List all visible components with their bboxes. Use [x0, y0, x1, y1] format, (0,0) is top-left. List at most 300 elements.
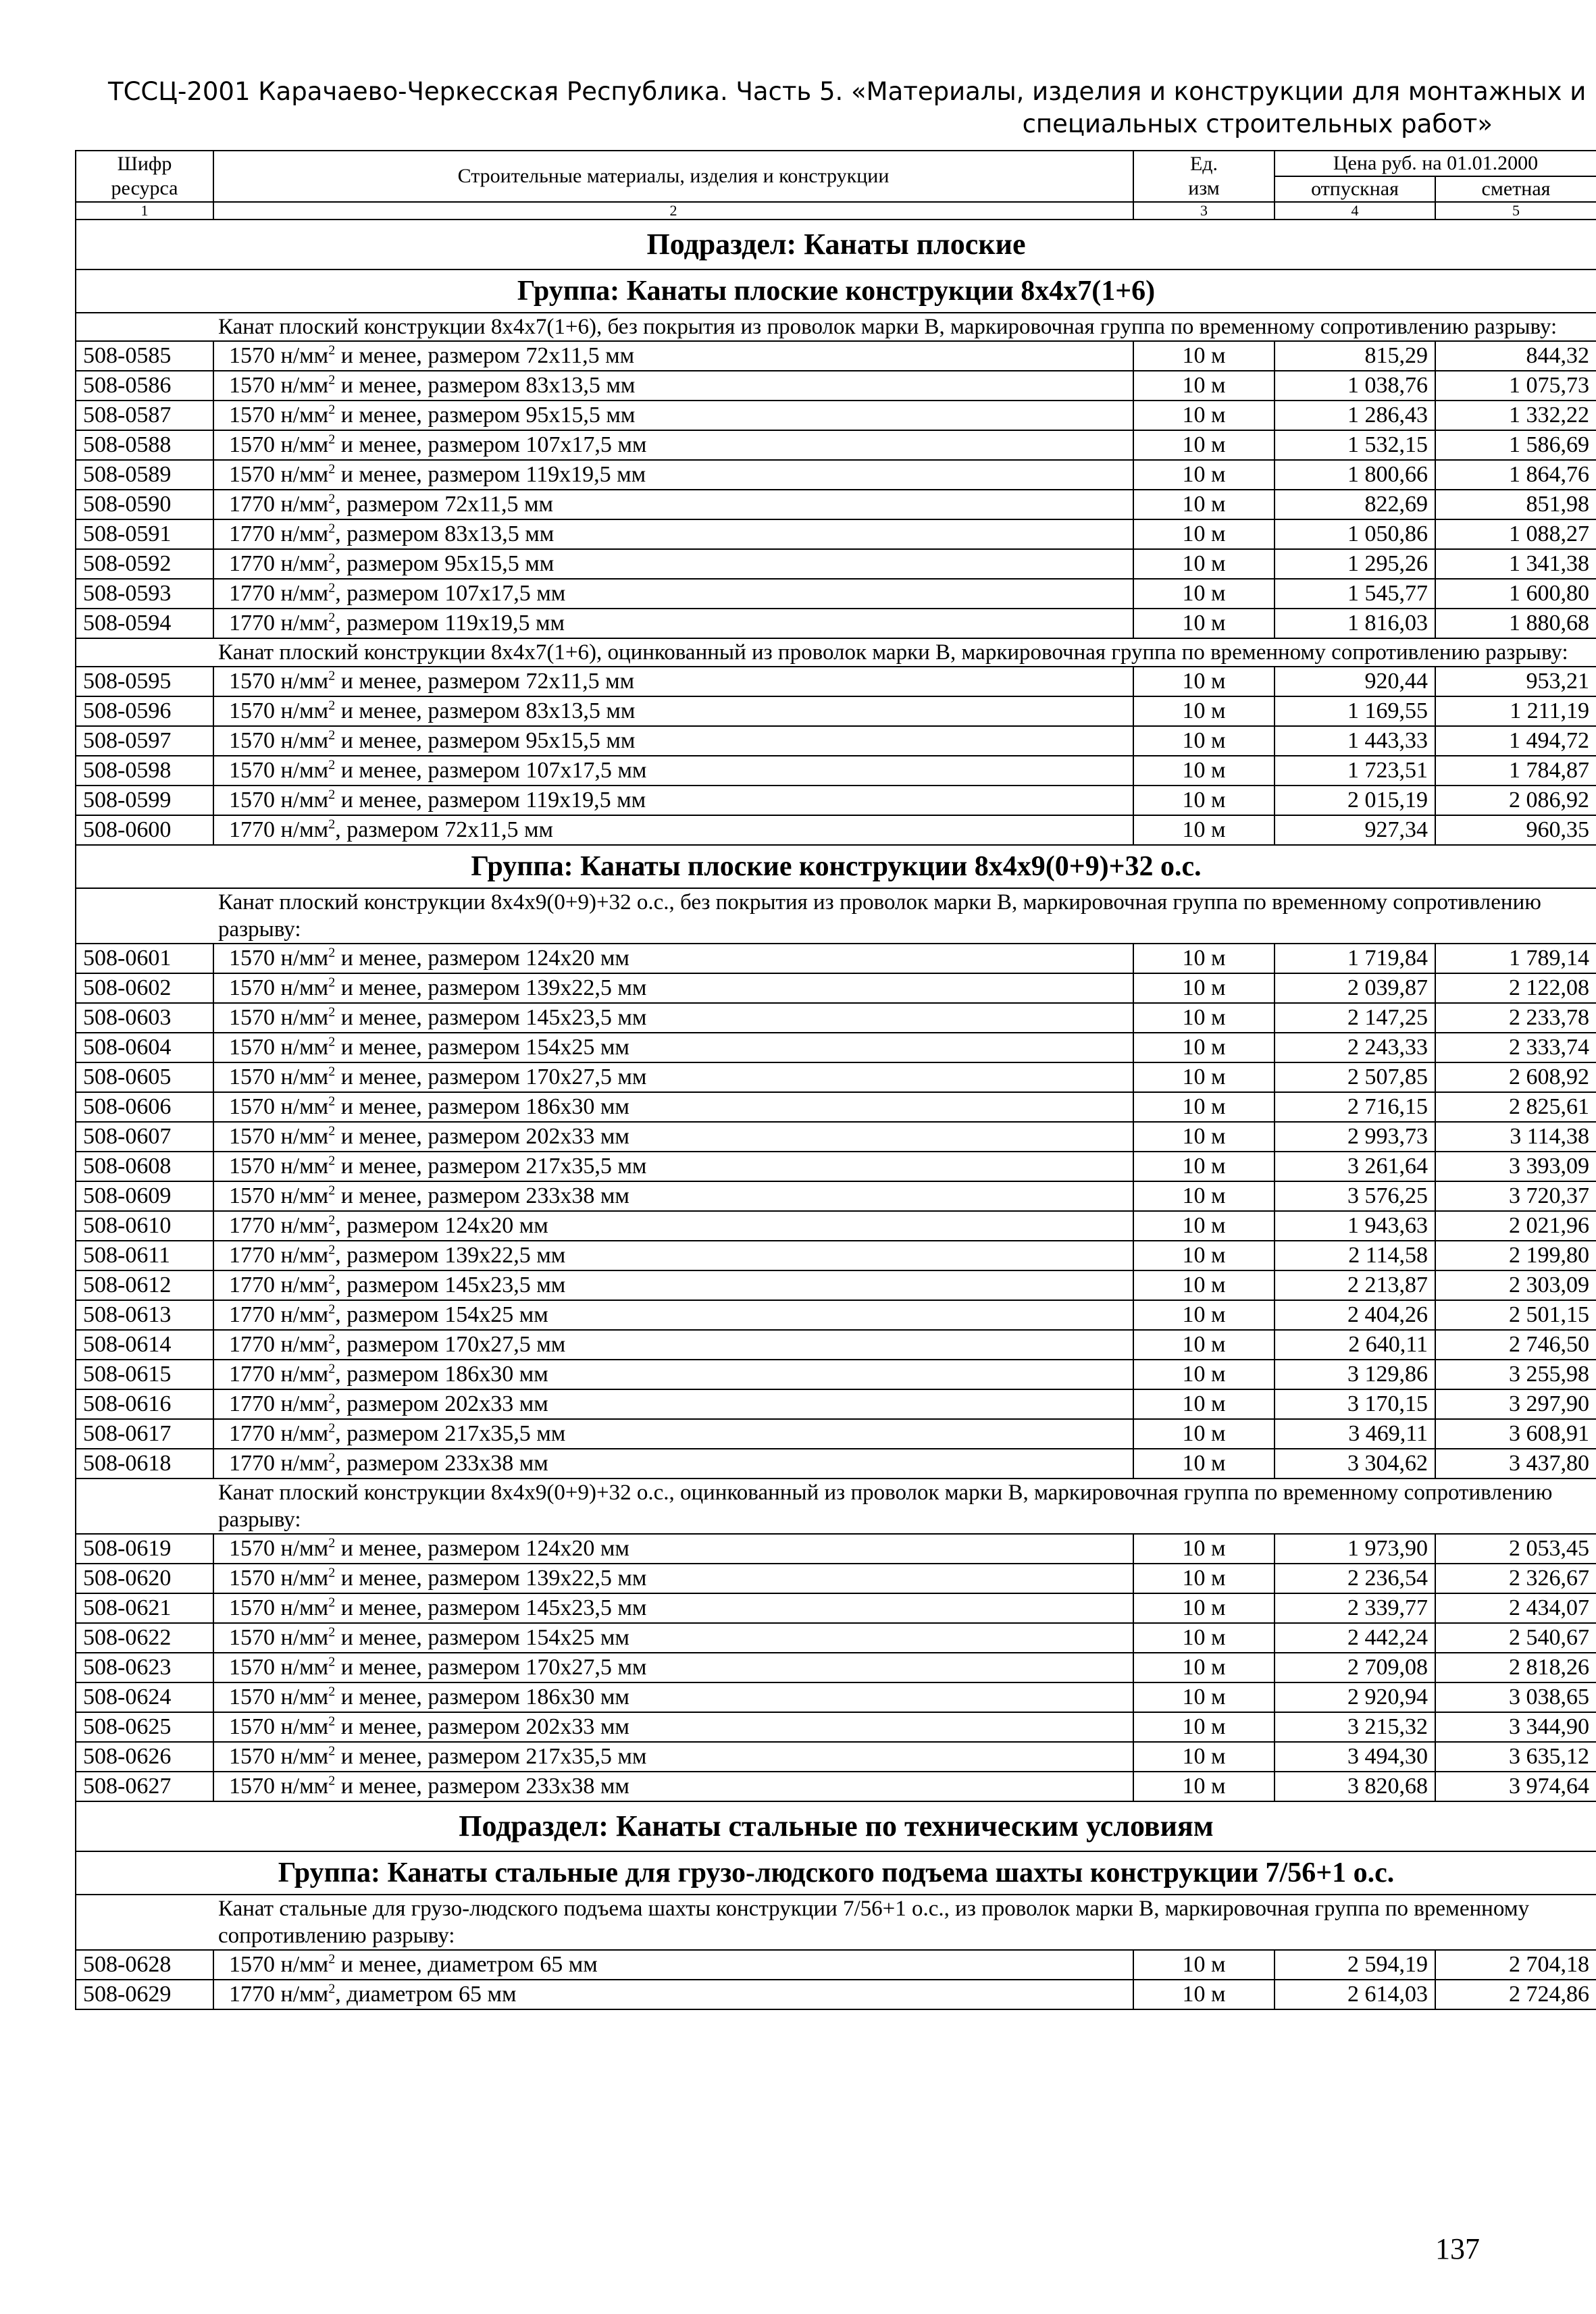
material-name — [213, 579, 1133, 609]
strength-value: 1770 н/мм — [229, 581, 329, 606]
release-price: 920,44 — [1275, 667, 1435, 696]
release-price: 1 719,84 — [1275, 944, 1435, 973]
size-description: и менее, размером 139х22,5 мм — [335, 975, 647, 1000]
resource-code: 508-0589 — [76, 460, 213, 490]
size-description: и менее, размером 83х13,5 мм — [335, 698, 636, 723]
estimate-price: 2 608,92 — [1435, 1062, 1596, 1092]
resource-code: 508-0612 — [76, 1270, 213, 1300]
estimate-price: 2 434,07 — [1435, 1593, 1596, 1623]
estimate-price: 2 746,50 — [1435, 1330, 1596, 1360]
material-name — [213, 1092, 1133, 1122]
unit-exponent: 2 — [328, 1951, 336, 1967]
strength-value: 1770 н/мм — [229, 611, 329, 636]
unit-of-measure: 10 м — [1133, 944, 1275, 973]
unit-of-measure: 10 м — [1133, 1419, 1275, 1449]
material-name — [213, 944, 1133, 973]
size-description: и менее, размером 233х38 мм — [335, 1183, 629, 1208]
size-description: , размером 107х17,5 мм — [335, 581, 566, 606]
unit-exponent: 2 — [328, 1981, 336, 1997]
strength-value: 1570 н/мм — [229, 698, 329, 723]
unit-exponent: 2 — [328, 580, 336, 596]
release-price: 2 614,03 — [1275, 1980, 1435, 2009]
estimate-price: 960,35 — [1435, 815, 1596, 845]
estimate-price: 851,98 — [1435, 490, 1596, 519]
unit-of-measure: 10 м — [1133, 1449, 1275, 1479]
estimate-price: 1 494,72 — [1435, 726, 1596, 756]
unit-exponent: 2 — [328, 1450, 336, 1466]
estimate-price: 1 600,80 — [1435, 579, 1596, 609]
estimate-price: 2 818,26 — [1435, 1653, 1596, 1682]
unit-exponent: 2 — [328, 1302, 336, 1317]
table-header — [76, 151, 1596, 220]
table-body — [76, 220, 1596, 2009]
unit-of-measure: 10 м — [1133, 490, 1275, 519]
unit-of-measure: 10 м — [1133, 1623, 1275, 1653]
estimate-price: 2 724,86 — [1435, 1980, 1596, 2009]
strength-value: 1570 н/мм — [229, 1124, 329, 1149]
release-price: 3 304,62 — [1275, 1449, 1435, 1479]
unit-of-measure: 10 м — [1133, 1653, 1275, 1682]
table-row — [76, 726, 1596, 756]
material-name — [213, 1300, 1133, 1330]
material-name — [213, 1330, 1133, 1360]
group-description: Канат плоский конструкции 8х4х7(1+6), без покрытия из проволок марки В, маркировочная группа по временному сопротивлению разрыву: — [76, 313, 1596, 341]
strength-value: 1570 н/мм — [229, 669, 329, 694]
size-description: и менее, размером 95х15,5 мм — [335, 403, 636, 428]
estimate-price: 1 211,19 — [1435, 696, 1596, 726]
page-number: 137 — [1435, 2232, 1480, 2265]
material-name — [213, 1152, 1133, 1181]
table-row — [76, 973, 1596, 1003]
resource-code: 508-0611 — [76, 1241, 213, 1270]
resource-code: 508-0608 — [76, 1152, 213, 1181]
material-name — [213, 549, 1133, 579]
unit-exponent: 2 — [328, 668, 336, 684]
release-price: 2 716,15 — [1275, 1092, 1435, 1122]
estimate-price: 2 021,96 — [1435, 1211, 1596, 1241]
strength-value: 1570 н/мм — [229, 1183, 329, 1208]
estimate-price: 1 880,68 — [1435, 609, 1596, 638]
release-price: 2 339,77 — [1275, 1593, 1435, 1623]
unit-exponent: 2 — [328, 1331, 336, 1347]
size-description: , размером 233х38 мм — [335, 1451, 548, 1476]
material-name — [213, 1360, 1133, 1389]
material-name — [213, 1653, 1133, 1682]
estimate-price: 1 586,69 — [1435, 430, 1596, 460]
resource-code: 508-0607 — [76, 1122, 213, 1152]
material-name — [213, 1270, 1133, 1300]
table-row — [76, 1152, 1596, 1181]
resource-code: 508-0627 — [76, 1772, 213, 1801]
col-number-5: 5 — [1435, 202, 1596, 220]
unit-of-measure: 10 м — [1133, 549, 1275, 579]
strength-value: 1570 н/мм — [229, 1744, 329, 1769]
resource-code: 508-0595 — [76, 667, 213, 696]
resource-code: 508-0606 — [76, 1092, 213, 1122]
unit-of-measure: 10 м — [1133, 1211, 1275, 1241]
strength-value: 1770 н/мм — [229, 1213, 329, 1238]
size-description: , размером 119х19,5 мм — [335, 611, 565, 636]
resource-code: 508-0599 — [76, 786, 213, 815]
strength-value: 1770 н/мм — [229, 1362, 329, 1387]
resource-code: 508-0593 — [76, 579, 213, 609]
unit-of-measure: 10 м — [1133, 1682, 1275, 1712]
strength-value: 1770 н/мм — [229, 521, 329, 546]
group-description: Канат плоский конструкции 8х4х9(0+9)+32 о.с., без покрытия из проволок марки В, маркировочная группа по временному сопротивлению разрыву: — [76, 888, 1596, 944]
material-name — [213, 696, 1133, 726]
unit-of-measure: 10 м — [1133, 1772, 1275, 1801]
release-price: 927,34 — [1275, 815, 1435, 845]
material-name — [213, 1950, 1133, 1980]
estimate-price: 3 437,80 — [1435, 1449, 1596, 1479]
strength-value: 1570 н/мм — [229, 975, 329, 1000]
size-description: и менее, размером 83х13,5 мм — [335, 373, 636, 398]
table-row — [76, 1564, 1596, 1593]
resource-code: 508-0604 — [76, 1033, 213, 1062]
unit-exponent: 2 — [328, 1064, 336, 1079]
resource-code: 508-0597 — [76, 726, 213, 756]
unit-exponent: 2 — [328, 521, 336, 536]
table-row — [76, 1062, 1596, 1092]
resource-code: 508-0600 — [76, 815, 213, 845]
subsection-title: Подраздел: Канаты стальные по техническим условиям — [76, 1801, 1596, 1851]
col-header-unit: Ед. изм — [1133, 151, 1275, 202]
group-description: Канат стальные для грузо-людского подъема шахты конструкции 7/56+1 о.с., из проволок марки В, маркировочная группа по временному сопротивлению разрыву: — [76, 1895, 1596, 1950]
release-price: 2 920,94 — [1275, 1682, 1435, 1712]
strength-value: 1570 н/мм — [229, 1714, 329, 1739]
strength-value: 1570 н/мм — [229, 788, 329, 813]
material-name — [213, 1742, 1133, 1772]
group-row — [76, 845, 1596, 888]
unit-of-measure: 10 м — [1133, 609, 1275, 638]
table-row — [76, 1623, 1596, 1653]
strength-value: 1570 н/мм — [229, 403, 329, 428]
unit-of-measure: 10 м — [1133, 1742, 1275, 1772]
resource-code: 508-0610 — [76, 1211, 213, 1241]
size-description: и менее, размером 202х33 мм — [335, 1714, 629, 1739]
material-name — [213, 1033, 1133, 1062]
size-description: и менее, размером 170х27,5 мм — [335, 1064, 647, 1089]
resource-code: 508-0629 — [76, 1980, 213, 2009]
material-name — [213, 1003, 1133, 1033]
material-name — [213, 609, 1133, 638]
release-price: 1 545,77 — [1275, 579, 1435, 609]
size-description: и менее, размером 170х27,5 мм — [335, 1655, 647, 1680]
material-name — [213, 1980, 1133, 2009]
size-description: и менее, размером 233х38 мм — [335, 1774, 629, 1799]
strength-value: 1570 н/мм — [229, 1655, 329, 1680]
col-number-2: 2 — [213, 202, 1133, 220]
unit-of-measure: 10 м — [1133, 341, 1275, 371]
size-description: , размером 170х27,5 мм — [335, 1332, 566, 1357]
unit-of-measure: 10 м — [1133, 371, 1275, 401]
description-row — [76, 313, 1596, 341]
unit-exponent: 2 — [328, 1391, 336, 1406]
resource-code: 508-0617 — [76, 1419, 213, 1449]
estimate-price: 1 784,87 — [1435, 756, 1596, 786]
table-row — [76, 1092, 1596, 1122]
unit-exponent: 2 — [328, 727, 336, 743]
table-row — [76, 1211, 1596, 1241]
unit-exponent: 2 — [328, 1242, 336, 1258]
unit-exponent: 2 — [328, 1183, 336, 1198]
release-price: 1 295,26 — [1275, 549, 1435, 579]
material-name — [213, 1564, 1133, 1593]
unit-exponent: 2 — [328, 1684, 336, 1699]
table-row — [76, 519, 1596, 549]
unit-exponent: 2 — [328, 1420, 336, 1436]
size-description: и менее, размером 95х15,5 мм — [335, 728, 636, 753]
release-price: 2 114,58 — [1275, 1241, 1435, 1270]
release-price: 2 015,19 — [1275, 786, 1435, 815]
size-description: и менее, диаметром 65 мм — [335, 1952, 598, 1977]
unit-of-measure: 10 м — [1133, 1712, 1275, 1742]
description-row — [76, 1479, 1596, 1534]
price-table — [75, 150, 1596, 2010]
unit-of-measure: 10 м — [1133, 973, 1275, 1003]
group-row — [76, 1851, 1596, 1895]
material-name — [213, 341, 1133, 371]
estimate-price: 1 789,14 — [1435, 944, 1596, 973]
estimate-price: 2 704,18 — [1435, 1950, 1596, 1980]
strength-value: 1770 н/мм — [229, 1272, 329, 1297]
unit-of-measure: 10 м — [1133, 1330, 1275, 1360]
estimate-price: 3 393,09 — [1435, 1152, 1596, 1181]
size-description: и менее, размером 124х20 мм — [335, 1536, 629, 1561]
size-description: и менее, размером 119х19,5 мм — [335, 462, 646, 487]
size-description: и менее, размером 202х33 мм — [335, 1124, 629, 1149]
strength-value: 1770 н/мм — [229, 1332, 329, 1357]
unit-of-measure: 10 м — [1133, 1003, 1275, 1033]
unit-of-measure: 10 м — [1133, 579, 1275, 609]
group-title: Группа: Канаты плоские конструкции 8х4х7(1+6) — [76, 269, 1596, 313]
release-price: 1 286,43 — [1275, 401, 1435, 430]
unit-exponent: 2 — [328, 1773, 336, 1789]
col-number-3: 3 — [1133, 202, 1275, 220]
table-row — [76, 756, 1596, 786]
group-title: Группа: Канаты стальные для грузо-людского подъема шахты конструкции 7/56+1 о.с. — [76, 1851, 1596, 1895]
estimate-price: 1 341,38 — [1435, 549, 1596, 579]
col-header-price: Цена руб. на 01.01.2000 — [1275, 151, 1596, 176]
table-row — [76, 696, 1596, 726]
resource-code: 508-0616 — [76, 1389, 213, 1419]
table-row — [76, 1742, 1596, 1772]
size-description: , размером 72х11,5 мм — [335, 817, 553, 842]
unit-exponent: 2 — [328, 1123, 336, 1139]
resource-code: 508-0614 — [76, 1330, 213, 1360]
unit-exponent: 2 — [328, 1595, 336, 1610]
unit-of-measure: 10 м — [1133, 726, 1275, 756]
unit-exponent: 2 — [328, 1654, 336, 1670]
material-name — [213, 1241, 1133, 1270]
material-name — [213, 726, 1133, 756]
release-price: 3 215,32 — [1275, 1712, 1435, 1742]
estimate-price: 1 332,22 — [1435, 401, 1596, 430]
group-title: Группа: Канаты плоские конструкции 8х4х9(0+9)+32 о.с. — [76, 845, 1596, 888]
table-row — [76, 944, 1596, 973]
table-row — [76, 460, 1596, 490]
estimate-price: 2 326,67 — [1435, 1564, 1596, 1593]
table-row — [76, 667, 1596, 696]
strength-value: 1770 н/мм — [229, 551, 329, 576]
table-row — [76, 1181, 1596, 1211]
resource-code: 508-0613 — [76, 1300, 213, 1330]
estimate-price: 2 501,15 — [1435, 1300, 1596, 1330]
material-name — [213, 1419, 1133, 1449]
resource-code: 508-0625 — [76, 1712, 213, 1742]
resource-code: 508-0585 — [76, 341, 213, 371]
resource-code: 508-0596 — [76, 696, 213, 726]
size-description: и менее, размером 217х35,5 мм — [335, 1154, 647, 1179]
unit-exponent: 2 — [328, 757, 336, 773]
resource-code: 508-0605 — [76, 1062, 213, 1092]
unit-exponent: 2 — [328, 975, 336, 990]
strength-value: 1570 н/мм — [229, 946, 329, 971]
unit-of-measure: 10 м — [1133, 1389, 1275, 1419]
size-description: и менее, размером 186х30 мм — [335, 1094, 629, 1119]
material-name — [213, 786, 1133, 815]
material-name — [213, 1449, 1133, 1479]
strength-value: 1770 н/мм — [229, 492, 329, 517]
unit-of-measure: 10 м — [1133, 756, 1275, 786]
release-price: 1 943,63 — [1275, 1211, 1435, 1241]
release-price: 1 973,90 — [1275, 1534, 1435, 1564]
estimate-price: 953,21 — [1435, 667, 1596, 696]
unit-of-measure: 10 м — [1133, 786, 1275, 815]
size-description: , размером 72х11,5 мм — [335, 492, 553, 517]
unit-of-measure: 10 м — [1133, 1980, 1275, 2009]
resource-code: 508-0626 — [76, 1742, 213, 1772]
estimate-price: 1 864,76 — [1435, 460, 1596, 490]
size-description: и менее, размером 154х25 мм — [335, 1625, 629, 1650]
table-row — [76, 1712, 1596, 1742]
table-row — [76, 1593, 1596, 1623]
resource-code: 508-0623 — [76, 1653, 213, 1682]
estimate-price: 3 297,90 — [1435, 1389, 1596, 1419]
col-header-release-price: отпускная — [1275, 176, 1435, 202]
release-price: 3 469,11 — [1275, 1419, 1435, 1449]
group-description: Канат плоский конструкции 8х4х7(1+6), оцинкованный из проволок марки В, маркировочная группа по временному сопротивлению разрыву: — [76, 638, 1596, 667]
unit-exponent: 2 — [328, 1212, 336, 1228]
resource-code: 508-0622 — [76, 1623, 213, 1653]
release-price: 1 816,03 — [1275, 609, 1435, 638]
unit-of-measure: 10 м — [1133, 1360, 1275, 1389]
unit-exponent: 2 — [328, 550, 336, 566]
release-price: 2 039,87 — [1275, 973, 1435, 1003]
table-row — [76, 1653, 1596, 1682]
table-row — [76, 371, 1596, 401]
release-price: 1 050,86 — [1275, 519, 1435, 549]
unit-exponent: 2 — [328, 817, 336, 832]
unit-of-measure: 10 м — [1133, 1534, 1275, 1564]
unit-exponent: 2 — [328, 1094, 336, 1109]
size-description: , размером 154х25 мм — [335, 1302, 548, 1327]
size-description: , размером 83х13,5 мм — [335, 521, 555, 546]
estimate-price: 2 233,78 — [1435, 1003, 1596, 1033]
release-price: 1 169,55 — [1275, 696, 1435, 726]
material-name — [213, 1122, 1133, 1152]
table-row — [76, 1980, 1596, 2009]
strength-value: 1570 н/мм — [229, 1566, 329, 1591]
document-header — [108, 76, 1587, 140]
strength-value: 1770 н/мм — [229, 1421, 329, 1446]
strength-value: 1570 н/мм — [229, 1595, 329, 1620]
unit-exponent: 2 — [328, 1034, 336, 1050]
subsection-title: Подраздел: Канаты плоские — [76, 220, 1596, 269]
unit-of-measure: 10 м — [1133, 519, 1275, 549]
unit-exponent: 2 — [328, 945, 336, 960]
unit-exponent: 2 — [328, 1004, 336, 1020]
unit-exponent: 2 — [328, 342, 336, 358]
table-row — [76, 1772, 1596, 1801]
strength-value: 1570 н/мм — [229, 1685, 329, 1709]
unit-exponent: 2 — [328, 372, 336, 388]
material-name — [213, 519, 1133, 549]
size-description: и менее, размером 139х22,5 мм — [335, 1566, 647, 1591]
size-description: и менее, размером 124х20 мм — [335, 946, 629, 971]
estimate-price: 2 333,74 — [1435, 1033, 1596, 1062]
strength-value: 1570 н/мм — [229, 1035, 329, 1060]
resource-code: 508-0594 — [76, 609, 213, 638]
table-row — [76, 786, 1596, 815]
strength-value: 1570 н/мм — [229, 462, 329, 487]
strength-value: 1570 н/мм — [229, 1064, 329, 1089]
resource-code: 508-0590 — [76, 490, 213, 519]
estimate-price: 1 075,73 — [1435, 371, 1596, 401]
strength-value: 1770 н/мм — [229, 1243, 329, 1268]
release-price: 1 723,51 — [1275, 756, 1435, 786]
size-description: , диаметром 65 мм — [335, 1982, 517, 2007]
unit-of-measure: 10 м — [1133, 1062, 1275, 1092]
table-row — [76, 1300, 1596, 1330]
col-number-1: 1 — [76, 202, 213, 220]
resource-code: 508-0619 — [76, 1534, 213, 1564]
estimate-price: 3 635,12 — [1435, 1742, 1596, 1772]
description-row — [76, 638, 1596, 667]
strength-value: 1570 н/мм — [229, 1536, 329, 1561]
unit-exponent: 2 — [328, 1714, 336, 1729]
table-row — [76, 401, 1596, 430]
size-description: и менее, размером 72х11,5 мм — [335, 343, 635, 368]
material-name — [213, 667, 1133, 696]
material-name — [213, 1062, 1133, 1092]
material-name — [213, 1682, 1133, 1712]
resource-code: 508-0609 — [76, 1181, 213, 1211]
unit-of-measure: 10 м — [1133, 815, 1275, 845]
release-price: 2 147,25 — [1275, 1003, 1435, 1033]
table-row — [76, 1003, 1596, 1033]
estimate-price: 3 114,38 — [1435, 1122, 1596, 1152]
table-row — [76, 1419, 1596, 1449]
table-row — [76, 1270, 1596, 1300]
strength-value: 1570 н/мм — [229, 1094, 329, 1119]
resource-code: 508-0588 — [76, 430, 213, 460]
table-row — [76, 341, 1596, 371]
description-row — [76, 1895, 1596, 1950]
material-name — [213, 1389, 1133, 1419]
release-price: 2 442,24 — [1275, 1623, 1435, 1653]
release-price: 3 170,15 — [1275, 1389, 1435, 1419]
table-row — [76, 1950, 1596, 1980]
unit-exponent: 2 — [328, 491, 336, 507]
unit-exponent: 2 — [328, 1565, 336, 1580]
unit-of-measure: 10 м — [1133, 401, 1275, 430]
table-row — [76, 430, 1596, 460]
strength-value: 1570 н/мм — [229, 373, 329, 398]
table-row — [76, 579, 1596, 609]
strength-value: 1570 н/мм — [229, 1005, 329, 1030]
strength-value: 1770 н/мм — [229, 1982, 329, 2007]
